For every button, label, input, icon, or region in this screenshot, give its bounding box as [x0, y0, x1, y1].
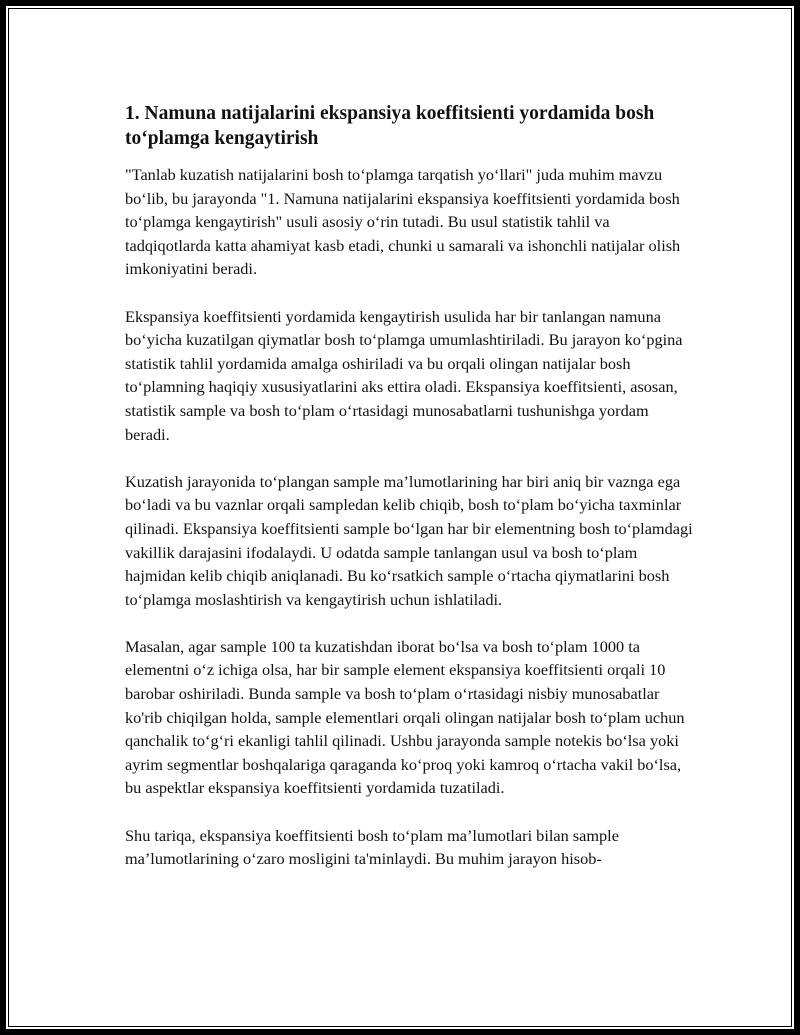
- document-body: [125, 101, 695, 894]
- paragraph-weights: Kuzatish jarayonida to‘plangan sample ma’lumotlarining har biri aniq bir vazngа ega bo‘ladi va bu vaznlar orqali sampledan kelib chiqib, bosh to‘plam bo‘yicha taxminlar qilinadi. Ekspansiya koeffitsienti sample bo‘lgan har bir elementning bosh to‘plamdagi vakillik darajasini ifodalaydi. U odatda sample tanlangan usul va bosh to‘plam hajmidan kelib chiqib aniqlanadi. Bu ko‘rsatkich sample o‘rtacha qiymatlarini bosh to‘plamga moslashtirish va kengaytirish uchun ishlatiladi.: [125, 471, 693, 609]
- paragraph-intro: "Tanlab kuzatish natijalarini bosh to‘plamga tarqatish yo‘llari" juda muhim mavzu bo‘lib, bu jarayonda "1. Namuna natijalarini ekspansiya koeffitsienti yordamida bosh to‘plamga kengaytirish" usuli asosiy o‘rin tutadi. Bu usul statistik tahlil va tadqiqotlarda katta ahamiyat kasb etadi, chunki u samarali va ishonchli natijalar olish imkoniyatini beradi.: [125, 165, 681, 279]
- paragraph-example: Masalan, agar sample 100 ta kuzatishdan iborat bo‘lsa va bosh to‘plam 1000 ta elementni o‘z ichiga olsa, har bir sample element ekspansiya koeffitsienti orqali 10 barobar oshiriladi. Bunda sample va bosh to‘plam o‘rtasidagi nisbiy munosabatlar ko'rib chiqilgan holda, sample elementlari orqali olingan natijalar bosh to‘plam uchun qanchalik to‘g‘ri ekanligi tahlil qilinadi. Ushbu jarayonda sample notekis bo‘lsa yoki ayrim segmentlar boshqalariga qaraganda ko‘proq yoki kamroq o‘rtacha vakil bo‘lsa, bu aspektlar ekspansiya koeffitsienti yordamida tuzatiladi.: [125, 636, 685, 798]
- paragraph-conclusion: Shu tariqa, ekspansiya koeffitsienti bosh to‘plam ma’lumotlari bilan sample ma’lumotlarining o‘zaro mosligini ta'minlaydi. Bu muhim jarayon hisob-: [125, 825, 619, 869]
- paragraph-method: Ekspansiya koeffitsienti yordamida kengaytirish usulida har bir tanlangan namuna bo‘yicha kuzatilgan qiymatlar bosh to‘plamga umumlashtiriladi. Bu jarayon ko‘pgina statistik tahlil yordamida amalga oshiriladi va bu orqali olingan natijalar bosh to‘plamning haqiqiy xususiyatlarini aks ettira oladi. Ekspansiya koeffitsienti, asosan, statistik sample va bosh to‘plam o‘rtasidagi munosabatlarni tushunishga yordam beradi.: [125, 306, 683, 444]
- document-title: 1. Namuna natijalarini ekspansiya koeffitsienti yordamida bosh to‘plamga kengaytirish: [125, 103, 655, 149]
